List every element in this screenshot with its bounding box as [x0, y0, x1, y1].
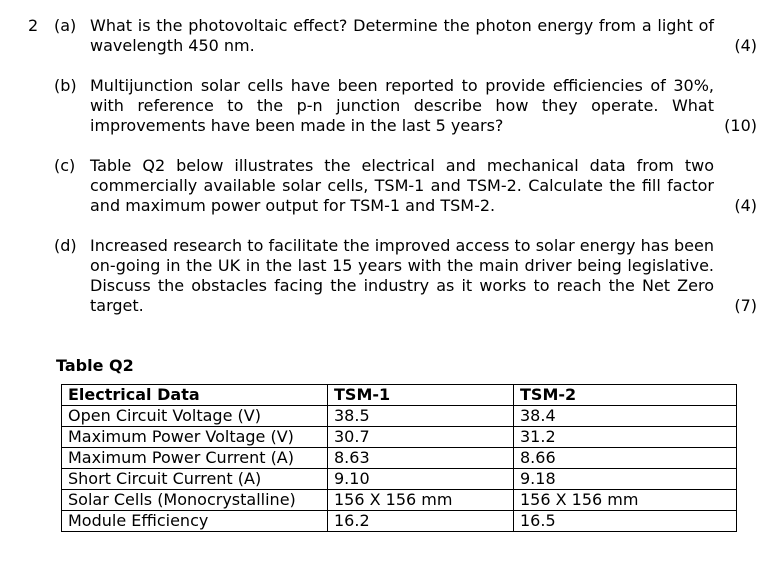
table-cell: Solar Cells (Monocrystalline) [62, 490, 328, 511]
table-cell: 38.4 [514, 406, 737, 427]
table-header-row [62, 385, 737, 406]
table-cell: 31.2 [514, 427, 737, 448]
table-row [62, 511, 737, 532]
part-label: (c) [54, 156, 76, 175]
part-text: What is the photovoltaic effect? Determine the photon energy from a light of wavelength 450 nm. [90, 16, 714, 55]
table-cell: 30.7 [328, 427, 514, 448]
part-text: Table Q2 below illustrates the electrical and mechanical data from two commercially available solar cells, TSM-1 and TSM-2. Calculate the fill factor and maximum power output for TSM-1 and TSM-2. [90, 156, 714, 215]
table-cell: Module Efficiency [62, 511, 328, 532]
part-marks: (10) [724, 116, 757, 135]
table-cell: 8.66 [514, 448, 737, 469]
table-header-cell: TSM-2 [514, 385, 737, 406]
table-cell: 9.10 [328, 469, 514, 490]
table-cell: 16.5 [514, 511, 737, 532]
part-marks: (4) [734, 36, 757, 55]
table-row [62, 469, 737, 490]
table-header-cell: Electrical Data [62, 385, 328, 406]
table-cell: 156 X 156 mm [514, 490, 737, 511]
table-cell: 8.63 [328, 448, 514, 469]
data-table [61, 384, 737, 532]
part-text: Increased research to facilitate the improved access to solar energy has been on-going in the UK in the last 15 years with the main driver being legislative. Discuss the obstacles facing the industry as it works to reach the Net Zero target. [90, 236, 714, 315]
question-part-c [54, 156, 714, 216]
question-part-a [54, 16, 714, 56]
table-caption: Table Q2 [56, 356, 134, 375]
table-cell: Open Circuit Voltage (V) [62, 406, 328, 427]
table-row [62, 490, 737, 511]
part-label: (a) [54, 16, 77, 35]
part-label: (b) [54, 76, 77, 95]
table-row [62, 427, 737, 448]
part-text: Multijunction solar cells have been reported to provide efficiencies of 30%, with reference to the p-n junction describe how they operate. What improvements have been made in the last 5 years? [90, 76, 714, 135]
table-row [62, 406, 737, 427]
question-part-d [54, 236, 714, 316]
part-marks: (7) [734, 296, 757, 315]
part-label: (d) [54, 236, 77, 255]
question-number: 2 [28, 16, 39, 35]
table-cell: Short Circuit Current (A) [62, 469, 328, 490]
table-cell: 156 X 156 mm [328, 490, 514, 511]
table-cell: 16.2 [328, 511, 514, 532]
table-cell: Maximum Power Current (A) [62, 448, 328, 469]
table-row [62, 448, 737, 469]
table-cell: 9.18 [514, 469, 737, 490]
table-cell: Maximum Power Voltage (V) [62, 427, 328, 448]
question-part-b [54, 76, 714, 136]
part-marks: (4) [734, 196, 757, 215]
table-cell: 38.5 [328, 406, 514, 427]
table-header-cell: TSM-1 [328, 385, 514, 406]
